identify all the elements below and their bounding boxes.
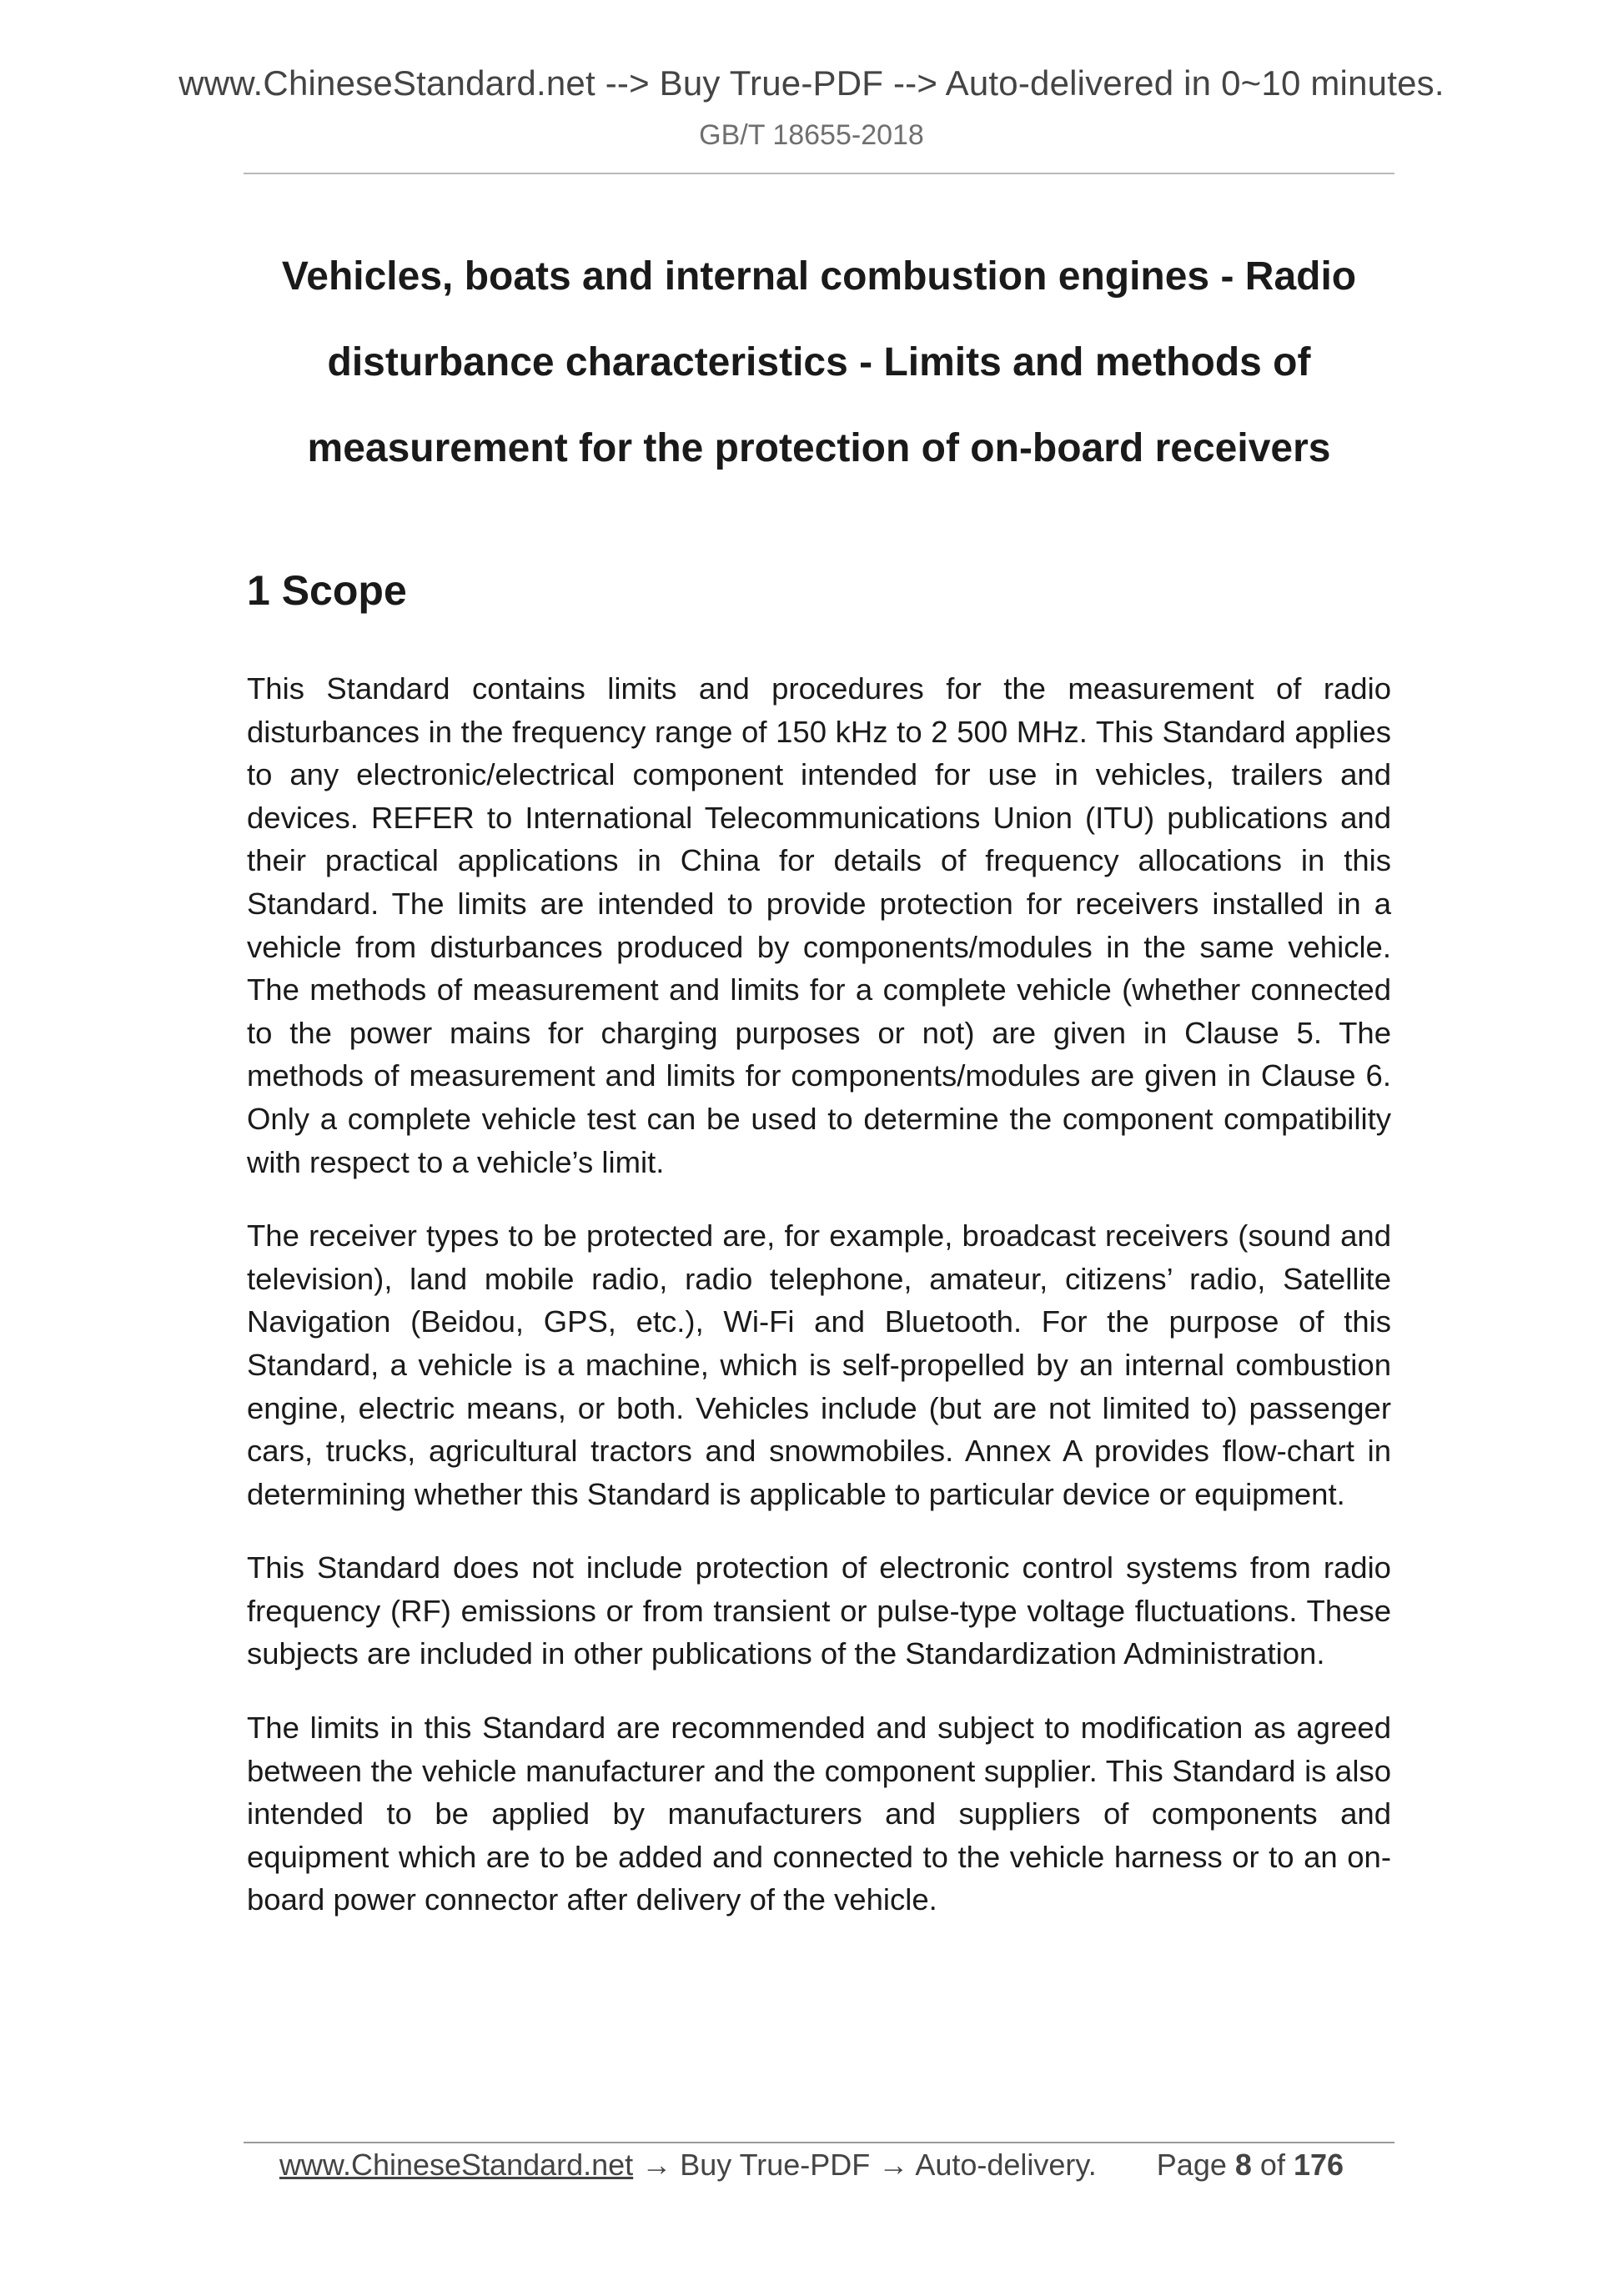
footer-site-link[interactable]: www.ChineseStandard.net [279, 2148, 634, 2182]
page-number: 8 [1234, 2148, 1252, 2182]
of-label: of [1259, 2148, 1285, 2182]
standard-code: GB/T 18655-2018 [699, 119, 924, 151]
page-footer [0, 2148, 1623, 2183]
footer-divider [244, 2142, 1394, 2143]
section-heading-scope: 1 Scope [247, 567, 407, 614]
page-label: Page [1156, 2148, 1227, 2182]
right-arrow-icon: → [878, 2148, 909, 2182]
section-body [247, 667, 1391, 1952]
paragraph-2: The receiver types to be protected are, for example, broadcast receivers (sound and television), land mobile radio, radio telephone, amateur, citizens’ radio, Satellite Navigation (Beidou, GPS, etc.), Wi-Fi and Bluetooth. For the purpose of this Standard, a vehicle is a machine, which is self-propelled by an internal combustion engine, electric means, or both. Vehicles include (but are not limited to) passenger cars, trucks, agricultural tractors and snowmobiles. Annex A provides flow-chart in determining whether this Standard is applicable to particular device or equipment. [247, 1218, 1391, 1511]
paragraph-3: This Standard does not include protection of electronic control systems from radio frequency (RF) emissions or from transient or pulse-type voltage fluctuations. These subjects are included in other publications of the Standardization Administration. [247, 1550, 1391, 1671]
paragraph-4: The limits in this Standard are recommended and subject to modification as agreed between the vehicle manufacturer and the component supplier. This Standard is also intended to be applied by manufacturers and suppliers of components and equipment which are to be added and connected to the vehicle harness or to an on-board power connector after delivery of the vehicle. [247, 1711, 1391, 1917]
document-title: Vehicles, boats and internal combustion engines - Radio disturbance characteristics - Limits and methods of measurement for the protection of on-board receivers [281, 254, 1357, 470]
footer-buy-text: Buy True-PDF [680, 2148, 871, 2182]
footer-delivery-text: Auto-delivery. [915, 2148, 1097, 2182]
right-arrow-icon: → [641, 2148, 672, 2182]
paragraph-1: This Standard contains limits and procedures for the measurement of radio disturbances in the frequency range of 150 kHz to 2 500 MHz. This Standard applies to any electronic/electrical component intended for use in vehicles, trailers and devices. REFER to International Telecommunications Union (ITU) publications and their practical applications in China for details of frequency allocations in this Standard. The limits are intended to provide protection for receivers installed in a vehicle from disturbances produced by components/modules in the same vehicle. The methods of measurement and limits for a complete vehicle (whether connected to the power mains for charging purposes or not) are given in Clause 5. The methods of measurement and limits for components/modules are given in Clause 6. Only a complete vehicle test can be used to determine the component compatibility with respect to a vehicle’s limit. [247, 671, 1391, 1179]
total-pages: 176 [1293, 2148, 1344, 2182]
header-divider [244, 173, 1394, 174]
header-banner: www.ChineseStandard.net --> Buy True-PDF --> Auto-delivered in 0~10 minutes. [178, 63, 1445, 103]
